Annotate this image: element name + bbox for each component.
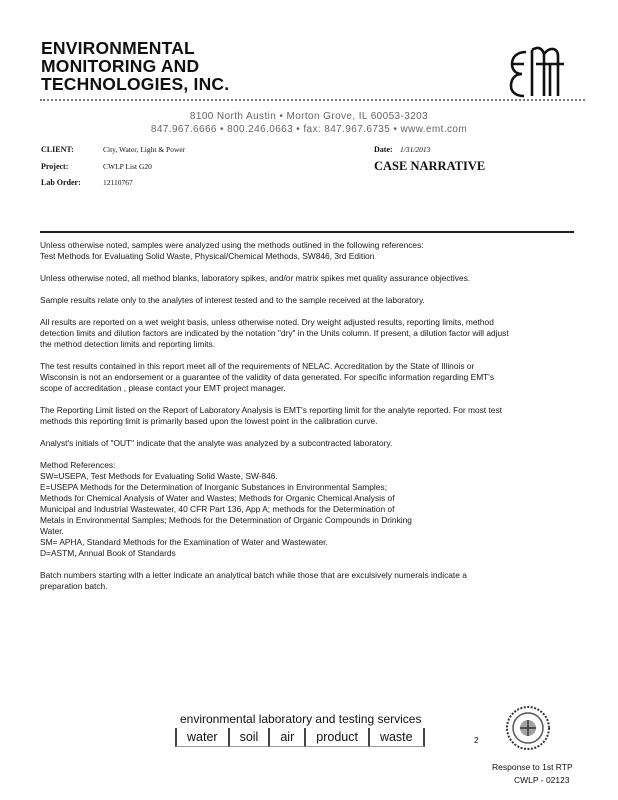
page-number: 2 — [474, 736, 479, 745]
method-reference-line: D=ASTM, Annual Book of Standards — [40, 548, 176, 558]
company-name-line: MONITORING AND — [41, 56, 200, 76]
client-value: City, Water, Light & Power — [103, 145, 186, 154]
paragraph: Analyst's initials of "OUT" indicate that the analyte was analyzed by a subcontracted laboratory. — [40, 438, 393, 448]
header-divider — [40, 99, 585, 101]
service-water: water — [175, 728, 228, 747]
project-label: Project: — [41, 162, 69, 171]
case-narrative-heading: CASE NARRATIVE — [374, 159, 486, 173]
paragraph: The test results contained in this report meet all of the requirements of NELAC. Accreditation by the State of Illinois or Wisconsin is not an endorsement or a guarantee of the validity of data generated. For specific information regarding EMT's scope of accreditation , please contact your EMT project manager. — [40, 361, 495, 393]
paragraph: All results are reported on a wet weight basis, unless otherwise noted. Dry weight adjusted results, reporting limits, method detection limits and dilution factors are indicated by the notation "dry" in the Units column. If present, a dilution factor will adjust the method detection limits and reporting limits. — [40, 317, 509, 349]
paragraph: Test Methods for Evaluating Solid Waste, Physical/Chemical Methods, SW846, 3rd Edition — [40, 251, 375, 261]
client-label: CLIENT: — [41, 145, 74, 154]
method-reference-line: SM= APHA, Standard Methods for the Examination of Water and Wastewater. — [40, 537, 328, 547]
method-reference-line: Metals in Environmental Samples; Methods for the Determination of Organic Compounds in Drinking — [40, 515, 412, 525]
company-name — [41, 39, 229, 93]
service-soil: soil — [228, 728, 269, 747]
paragraph: Batch numbers starting with a letter indicate an analytical batch while those that are exculsively numerals indicate a preparation batch. — [40, 570, 467, 591]
lab-order-label: Lab Order: — [41, 178, 81, 187]
company-name-line: TECHNOLOGIES, INC. — [41, 74, 230, 94]
date-value: 1/31/2013 — [400, 145, 431, 154]
method-reference-line: Methods for Chemical Analysis of Water and Wastes; Methods for Organic Chemical Analysis of — [40, 493, 395, 503]
method-reference-line: Water. — [40, 526, 64, 536]
services-bar — [175, 728, 425, 747]
section-divider — [40, 231, 574, 233]
method-references — [40, 460, 510, 559]
paragraph: Unless otherwise noted, all method blanks, laboratory spikes, and/or matrix spikes met quality assurance objectives. — [40, 273, 471, 283]
contact-line: 847.967.6666 • 800.246.0663 • fax: 847.967.6735 • www.emt.com — [150, 124, 468, 135]
method-reference-line: SW=USEPA, Test Methods for Evaluating Solid Waste, SW-846. — [40, 471, 278, 481]
method-reference-line: Municipal and Industrial Wastewater, 40 CFR Part 136, App A; methods for the Determination of — [40, 504, 395, 514]
method-references-title: Method References: — [40, 460, 116, 470]
response-label: Response to 1st RTP — [492, 762, 573, 772]
date-label: Date: — [374, 145, 393, 154]
footer-tagline: environmental laboratory and testing services — [180, 712, 422, 726]
document-id: CWLP - 02123 — [514, 775, 570, 785]
lab-order-value: 12110767 — [103, 178, 133, 187]
project-value: CWLP List G20 — [103, 162, 152, 171]
address-line: 8100 North Austin • Morton Grove, IL 60053-3203 — [189, 111, 429, 122]
service-waste: waste — [368, 728, 425, 747]
service-air: air — [268, 728, 304, 747]
emt-logo-icon — [506, 42, 570, 100]
company-name-line: ENVIRONMENTAL — [41, 38, 195, 58]
paragraph: Sample results relate only to the analytes of interest tested and to the sample received at the laboratory. — [40, 295, 425, 305]
narrative-body — [40, 240, 510, 603]
method-reference-line: E=USEPA Methods for the Determination of Inorganic Substances in Environmental Samples; — [40, 482, 387, 492]
accreditation-seal-icon — [505, 705, 551, 751]
paragraph: Unless otherwise noted, samples were analyzed using the methods outlined in the following references: — [40, 240, 424, 250]
paragraph: The Reporting Limit listed on the Report of Laboratory Analysis is EMT's reporting limit for the analyte reported. For most test methods this reporting limit is primarily based upon the lowest point in the calibration curve. — [40, 405, 502, 426]
service-product: product — [304, 728, 368, 747]
